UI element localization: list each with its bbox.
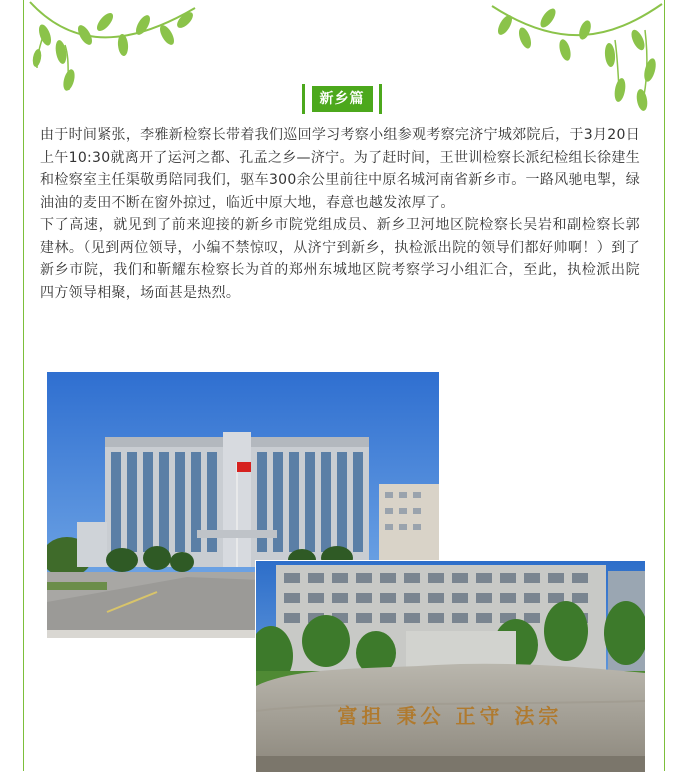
section-heading [302,84,382,114]
article-paragraph-1: 由于时间紧张，李雅新检察长带着我们巡回学习考察小组参观考察完济宁城郊院后，于3月20日上午10:30就离开了运河之都、孔孟之乡—济宁。为了赶时间，王世训检察长派纪检组长徐建生和检察室主任渠敬勇陪同我们，驱车300余公里前往中原名城河南省新乡市。一路风驰电掣，绿油油的麦田不断在窗外掠过，临近中原大地，春意也越发浓厚了。 [40,127,640,211]
vine-decoration-right-icon [490,0,665,112]
stone-inscription-text: 富担 秉公 正守 法宗 [337,704,563,728]
article-body [40,124,640,304]
heading-bar-right [379,84,382,114]
vine-decoration-left-icon [25,0,200,95]
stone-inscription-photo [255,560,646,773]
article-paragraph-2: 下了高速，就见到了前来迎接的新乡市院党组成员、新乡卫河地区院检察长吴岩和副检察长郭建林。（见到两位领导，小编不禁惊叹，从济宁到新乡，执检派出院的领导们都好帅啊！）到了新乡市院，我们和靳耀东检察长为首的郑州东城地区院考察学习小组汇合，至此，执检派出院四方领导相聚，场面甚是热烈。 [40,217,640,301]
heading-bar-left [302,84,305,114]
section-title: 新乡篇 [312,86,373,112]
